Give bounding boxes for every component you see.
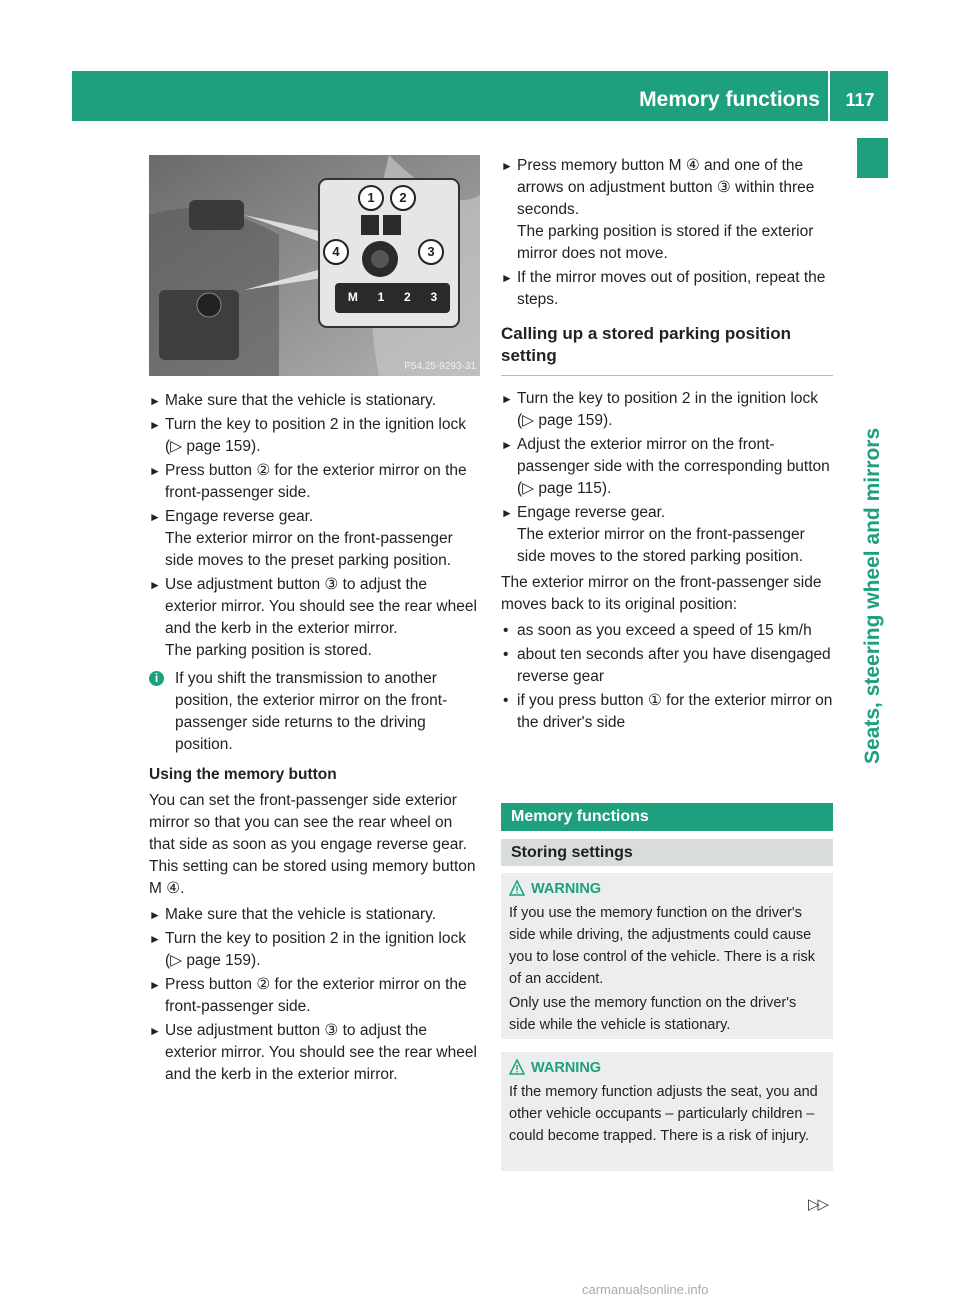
- step-text: Make sure that the vehicle is stationary.: [165, 392, 437, 409]
- door-panel-illustration: [149, 155, 480, 376]
- step-item: [501, 434, 833, 500]
- page-header: [72, 71, 888, 121]
- subheading: Using the memory button: [149, 766, 337, 783]
- arrow-right-icon: ►: [149, 394, 161, 408]
- bullet-item: [501, 690, 833, 734]
- header-title: Memory functions: [639, 88, 820, 111]
- bullet-text: if you press button ① for the exterior mirror on the driver's side: [517, 692, 833, 731]
- subsection-box-title: Storing settings: [511, 844, 633, 861]
- step-text: Adjust the exterior mirror on the front-passenger side with the corresponding button (▷ page 115).: [517, 436, 830, 497]
- info-text: If you shift the transmission to another position, the exterior mirror on the front-passenger side returns to the driving position.: [175, 670, 448, 753]
- step-text: If the mirror moves out of position, repeat the steps.: [517, 269, 826, 308]
- bullet-icon: •: [503, 646, 509, 663]
- arrow-right-icon: ►: [149, 578, 161, 592]
- step-item: [149, 506, 480, 572]
- figure-button-m: M: [347, 290, 358, 304]
- figure-callout-3: 3: [418, 239, 444, 265]
- step-text: Turn the key to position 2 in the ignition lock (▷ page 159).: [165, 416, 466, 455]
- sidebar-label: Seats, steering wheel and mirrors: [861, 427, 884, 764]
- step-item: [149, 574, 480, 662]
- warning-box: [501, 873, 833, 1039]
- door-panel-figure: [149, 155, 480, 376]
- step-note: The parking position is stored if the exterior mirror does not move.: [517, 223, 814, 262]
- section-box-heading: [501, 803, 833, 831]
- arrow-right-icon: ►: [501, 392, 513, 406]
- warning-text: Only use the memory function on the driver's side while the vehicle is stationary.: [509, 995, 797, 1033]
- step-text: Use adjustment button ③ to adjust the exterior mirror. You should see the rear wheel and the kerb in the exterior mirror.: [165, 576, 477, 637]
- arrow-right-icon: ►: [149, 418, 161, 432]
- info-note: [149, 668, 480, 756]
- arrow-right-icon: ►: [501, 506, 513, 520]
- step-text: Engage reverse gear.: [165, 508, 314, 525]
- arrow-right-icon: ►: [149, 510, 161, 524]
- info-icon: i: [149, 671, 164, 686]
- step-text: Turn the key to position 2 in the ignition lock (▷ page 159).: [165, 930, 466, 969]
- bullet-item: [501, 620, 833, 642]
- figure-code: P54.25-9293-31: [404, 361, 476, 372]
- bullet-text: about ten seconds after you have disengaged reverse gear: [517, 646, 831, 685]
- step-item: [149, 390, 480, 412]
- step-item: [149, 1020, 480, 1086]
- step-text: Turn the key to position 2 in the ignition lock (▷ page 159).: [517, 390, 818, 429]
- section-box-title: Memory functions: [511, 808, 649, 825]
- warning-title-row: [501, 1052, 833, 1079]
- figure-callout-1: 1: [358, 185, 384, 211]
- step-note: The exterior mirror on the front-passenger side moves to the stored parking position.: [517, 526, 805, 565]
- figure-callout-4: 4: [323, 239, 349, 265]
- figure-button-3: 3: [430, 290, 438, 304]
- bullet-text: as soon as you exceed a speed of 15 km/h: [517, 622, 812, 639]
- arrow-right-icon: ►: [501, 159, 513, 173]
- arrow-right-icon: ►: [501, 438, 513, 452]
- bullet-icon: •: [503, 692, 509, 709]
- step-item: [501, 155, 833, 265]
- sidebar-label-wrap: [857, 184, 888, 764]
- sidebar-tab: [857, 138, 888, 178]
- step-note: The parking position is stored.: [165, 642, 372, 659]
- step-text: Press button ② for the exterior mirror on the front-passenger side.: [165, 462, 467, 501]
- warning-box: [501, 1052, 833, 1171]
- arrow-right-icon: ►: [149, 908, 161, 922]
- continue-marker: ▷▷: [808, 1196, 828, 1213]
- step-item: [149, 904, 480, 926]
- warning-title-row: [501, 873, 833, 900]
- figure-button-1: 1: [377, 290, 385, 304]
- step-item: [501, 502, 833, 568]
- left-column: [149, 390, 480, 1088]
- step-text: Press button ② for the exterior mirror on the front-passenger side.: [165, 976, 467, 1015]
- step-item: [501, 388, 833, 432]
- warning-text: If you use the memory function on the driver's side while driving, the adjustments could cause you to lose control of the vehicle. There is a risk of an accident.: [509, 905, 815, 987]
- step-item: [149, 414, 480, 458]
- step-text: Engage reverse gear.: [517, 504, 666, 521]
- subsection-box-heading: [501, 839, 833, 866]
- warning-triangle-icon: [509, 1059, 525, 1075]
- footer-watermark: carmanualsonline.info: [582, 1282, 709, 1297]
- step-item: [149, 974, 480, 1018]
- step-text: Use adjustment button ③ to adjust the exterior mirror. You should see the rear wheel and the kerb in the exterior mirror.: [165, 1022, 477, 1083]
- bullet-icon: •: [503, 622, 509, 639]
- arrow-right-icon: ►: [149, 464, 161, 478]
- step-item: [149, 460, 480, 504]
- arrow-right-icon: ►: [501, 271, 513, 285]
- step-text: Make sure that the vehicle is stationary.: [165, 906, 437, 923]
- section-heading: Calling up a stored parking position setting: [501, 323, 833, 376]
- figure-button-2: 2: [404, 290, 411, 304]
- warning-title: WARNING: [531, 881, 602, 897]
- step-item: [149, 928, 480, 972]
- step-note: The exterior mirror on the front-passenger side moves to the preset parking position.: [165, 530, 453, 569]
- right-column: [501, 155, 833, 736]
- paragraph: You can set the front-passenger side exterior mirror so that you can see the rear wheel on that side as soon as you engage reverse gear. This setting can be stored using memory button M ④.: [149, 792, 476, 897]
- step-item: [501, 267, 833, 311]
- warning-title: WARNING: [531, 1060, 602, 1076]
- paragraph: The exterior mirror on the front-passenger side moves back to its original position:: [501, 574, 822, 613]
- bullet-item: [501, 644, 833, 688]
- warning-text: If the memory function adjusts the seat, you and other vehicle occupants – particularly children – could become trapped. There is a risk of injury.: [509, 1084, 818, 1144]
- figure-callout-2: 2: [390, 185, 416, 211]
- header-divider: [828, 71, 830, 121]
- warning-triangle-icon: [509, 880, 525, 896]
- arrow-right-icon: ►: [149, 932, 161, 946]
- step-text: Press memory button M ④ and one of the arrows on adjustment button ③ within three seconds.: [517, 157, 815, 218]
- page-number: 117: [845, 90, 875, 110]
- arrow-right-icon: ►: [149, 1024, 161, 1038]
- figure-memory-buttons: [338, 290, 447, 304]
- arrow-right-icon: ►: [149, 978, 161, 992]
